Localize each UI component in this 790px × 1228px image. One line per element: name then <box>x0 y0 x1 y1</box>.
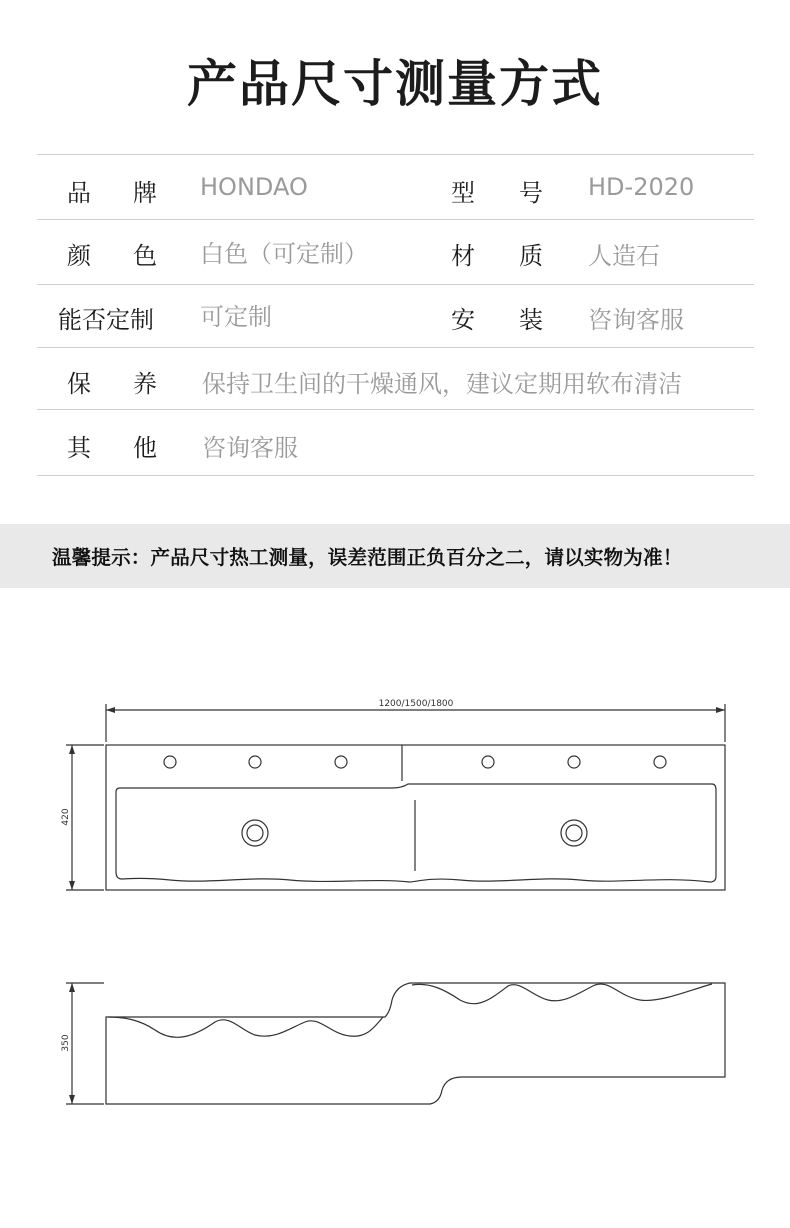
drain-inner-ring <box>566 825 582 841</box>
spec-label-text: 安 <box>451 306 475 334</box>
width-dimension-label: 1200/1500/1800 <box>378 699 454 709</box>
notice-text: 温馨提示：产品尺寸热工测量，误差范围正负百分之二，请以实物为准！ <box>52 546 683 569</box>
spec-label-char: 质 <box>519 242 543 270</box>
spec-value-color: 白色（可定制） <box>200 240 368 268</box>
arrow-head <box>69 1095 75 1104</box>
spec-label-char: 号 <box>519 179 543 207</box>
faucet-hole <box>482 756 494 768</box>
spec-label-char: 他 <box>133 434 157 462</box>
faucet-hole <box>164 756 176 768</box>
side-view-wave-lower <box>108 1017 383 1037</box>
arrow-head <box>106 707 115 713</box>
spec-label-char: 牌 <box>133 179 157 207</box>
side-view-outline <box>106 983 725 1104</box>
spec-value-material: 人造石 <box>588 242 660 270</box>
side-view-wave-upper <box>412 984 712 1004</box>
drain-inner-ring <box>247 825 263 841</box>
faucet-hole <box>335 756 347 768</box>
spec-value-other: 咨询客服 <box>202 434 298 462</box>
basin-outline <box>116 784 716 882</box>
page-title: 产品尺寸测量方式 <box>187 55 603 113</box>
spec-label-text: 颜 <box>67 242 91 270</box>
spec-label-text: 型 <box>451 179 475 207</box>
arrow-head <box>716 707 725 713</box>
spec-label-text: 其 <box>67 434 91 462</box>
depth-dimension-label: 420 <box>61 808 71 826</box>
faucet-hole <box>654 756 666 768</box>
faucet-hole <box>568 756 580 768</box>
arrow-head <box>69 745 75 754</box>
arrow-head <box>69 881 75 890</box>
drain-outer-ring <box>561 820 587 846</box>
spec-label-text: 品 <box>67 179 91 207</box>
height-dimension-label: 350 <box>61 1034 71 1052</box>
arrow-head <box>69 983 75 992</box>
spec-value-install: 咨询客服 <box>588 306 684 334</box>
spec-label-char: 养 <box>133 370 157 398</box>
spec-value-custom: 可定制 <box>200 303 272 331</box>
spec-label-text: 保 <box>67 370 91 398</box>
spec-label-char: 装 <box>519 306 543 334</box>
spec-label-custom: 能否定制 <box>58 306 154 334</box>
spec-label-char: 色 <box>133 242 157 270</box>
spec-value-brand: HONDAO <box>200 173 308 201</box>
spec-value-model: HD-2020 <box>588 173 695 201</box>
spec-value-care: 保持卫生间的干燥通风，建议定期用软布清洁 <box>202 370 682 398</box>
drain-outer-ring <box>242 820 268 846</box>
spec-label-text: 材 <box>451 242 475 270</box>
faucet-hole <box>249 756 261 768</box>
